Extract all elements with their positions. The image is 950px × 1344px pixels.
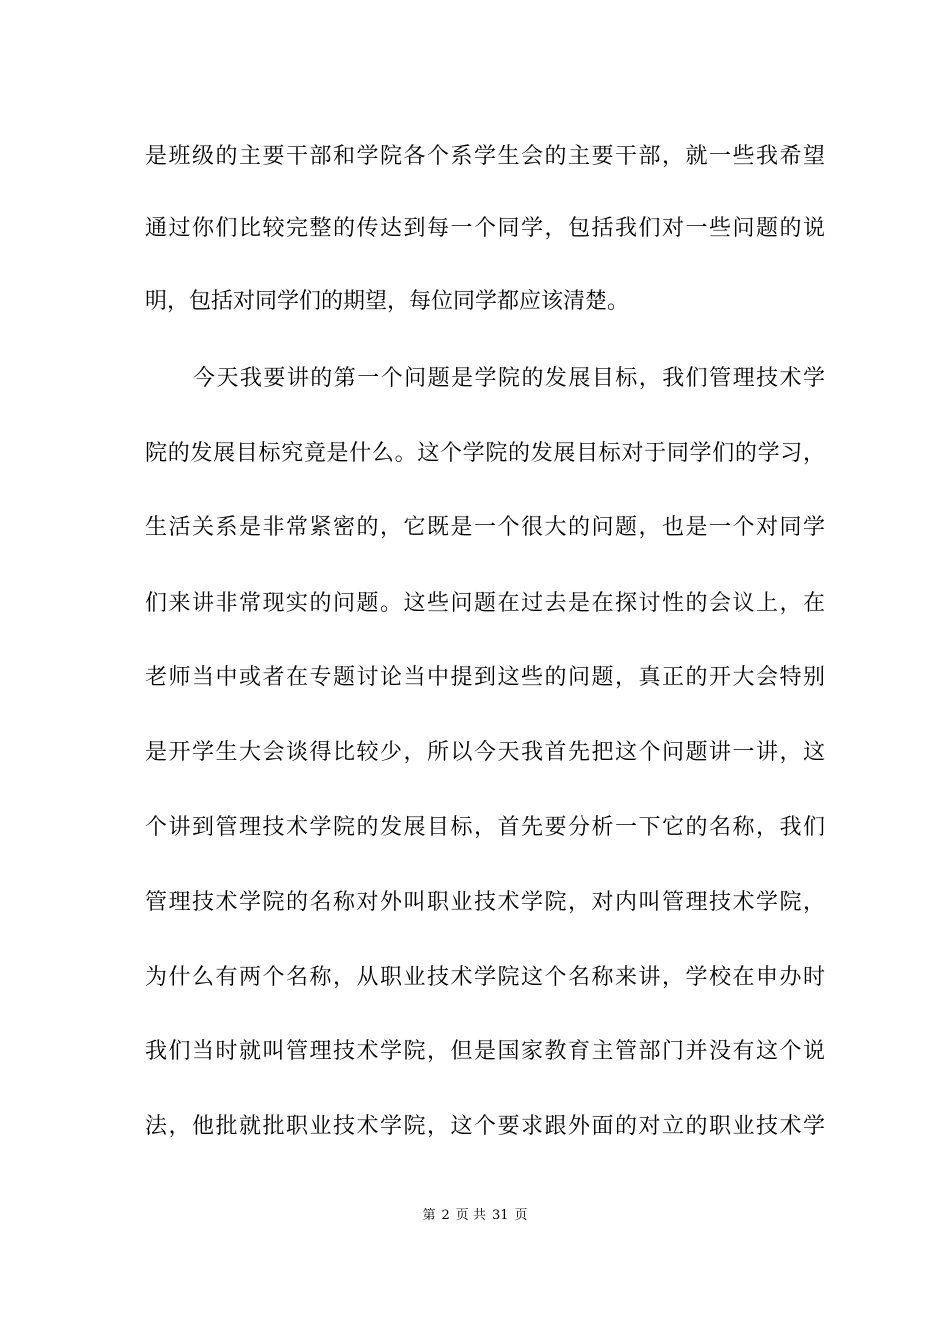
text-line: 明，包括对同学们的期望，每位同学都应该清楚。: [145, 289, 630, 314]
text-line: 老师当中或者在专题讨论当中提到这些的问题，真正的开大会特别: [145, 665, 825, 690]
text-line: 管理技术学院的名称对外叫职业技术学院，对内叫管理技术学院，: [145, 890, 825, 915]
text-line: 生活关系是非常紧密的，它既是一个很大的问题，也是一个对同学: [145, 515, 825, 540]
text-line: 法，他批就批职业技术学院，这个要求跟外面的对立的职业技术学: [145, 1114, 825, 1139]
page-footer: [0, 1206, 950, 1226]
text-line: 们来讲非常现实的问题。这些问题在过去是在探讨性的会议上，在: [145, 591, 825, 616]
text-line: 院的发展目标究竟是什么。这个学院的发展目标对于同学们的学习，: [145, 441, 825, 466]
text-line: 是开学生大会谈得比较少，所以今天我首先把这个问题讲一讲，这: [145, 740, 825, 765]
footer-prefix: 第: [422, 1208, 436, 1223]
footer-middle: 页 共: [455, 1208, 486, 1223]
text-line: 通过你们比较完整的传达到每一个同学，包括我们对一些问题的说: [145, 216, 825, 241]
text-line: 今天我要讲的第一个问题是学院的发展目标，我们管理技术学: [193, 366, 825, 391]
text-line: 个讲到管理技术学院的发展目标，首先要分析一下它的名称，我们: [145, 815, 825, 840]
text-line: 我们当时就叫管理技术学院，但是国家教育主管部门并没有这个说: [145, 1039, 825, 1064]
page-total: 31: [491, 1208, 509, 1223]
text-line: 为什么有两个名称，从职业技术学院这个名称来讲，学校在申办时: [145, 965, 825, 990]
text-line: 是班级的主要干部和学院各个系学生会的主要干部，就一些我希望: [145, 144, 825, 169]
footer-suffix: 页: [514, 1208, 528, 1223]
page-number: 2: [441, 1208, 450, 1223]
